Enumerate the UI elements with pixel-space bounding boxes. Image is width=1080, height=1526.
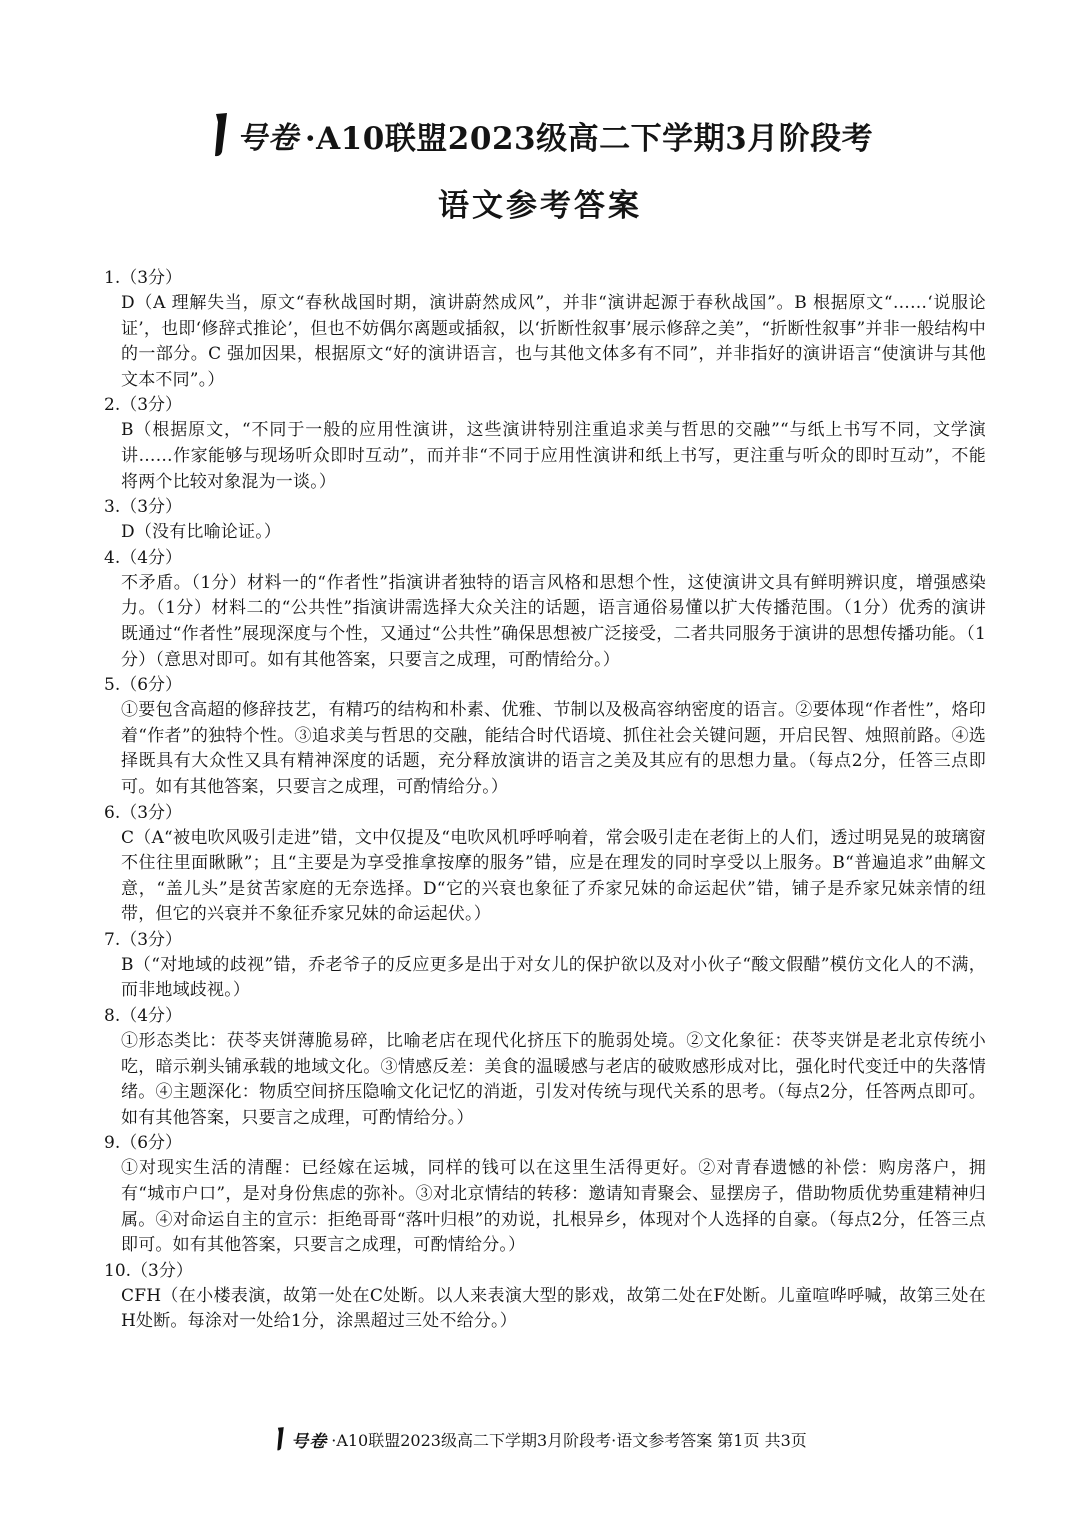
question-item xyxy=(104,393,986,495)
question-number: 5.（6分） xyxy=(104,675,183,696)
question-answer: B（根据原文，“不同于一般的应用性演讲，这些演讲特别注重追求美与哲思的交融”“与纸上书写不同，文学演讲……作家能够与现场听众即时互动”，而并非“不同于应用性演讲和纸上书写，更注重与听众的即时互动”，不能将两个比较对象混为一谈。） xyxy=(121,420,986,492)
question-number: 7.（3分） xyxy=(104,929,183,950)
page-footer xyxy=(0,1426,1080,1452)
question-number: 9.（6分） xyxy=(104,1133,183,1154)
footer-brand-name: 号卷 xyxy=(291,1431,328,1452)
answer-list xyxy=(104,266,986,1335)
footer-text: ·A10联盟2023级高二下学期3月阶段考·语文参考答案 第1页 共3页 xyxy=(331,1430,807,1450)
question-answer: ①要包含高超的修辞技艺，有精巧的结构和朴素、优雅、节制以及极高容纳密度的语言。②要体现“作者性”，烙印着“作者”的独特个性。③追求美与哲思的交融，能结合时代语境、抓住社会关键问题，开启民智、烛照前路。④选择既具有大众性又具有精神深度的话题，充分释放演讲的语言之美及其应有的思想力量。（每点2分，任答三点即可。如有其他答案，只要言之成理，可酌情给分。） xyxy=(121,700,986,797)
question-number: 1.（3分） xyxy=(104,268,183,288)
question-item xyxy=(104,1259,986,1335)
question-number: 6.（3分） xyxy=(104,802,183,823)
question-number: 4.（4分） xyxy=(104,547,183,568)
question-item xyxy=(104,1004,986,1131)
question-item xyxy=(104,495,986,546)
brush-stroke-logo-icon xyxy=(207,112,233,158)
question-answer: D（A 理解失当，原文“春秋战国时期，演讲蔚然成风”，并非“演讲起源于春秋战国”。B 根据原文“……‘说服论证’，也即‘修辞式推论’，但也不妨偶尔离题或插叙，以‘折断性叙事’展示修辞之美”，“折断性叙事”并非一般结构中的一部分。C 强加因果，根据原文“好的演讲语言，也与其他文体多有不同”，并非指好的演讲语言“使演讲与其他文本不同”。） xyxy=(121,293,986,390)
question-item xyxy=(104,546,986,673)
question-number: 2.（3分） xyxy=(104,395,183,416)
question-item xyxy=(104,1131,986,1258)
question-number: 8.（4分） xyxy=(104,1006,183,1027)
question-item xyxy=(104,266,986,393)
brush-stroke-logo-icon xyxy=(273,1426,287,1452)
question-answer: C（A“被电吹风吸引走进”错，文中仅提及“电吹风机呼呼响着，常会吸引走在老街上的人们，透过明晃晃的玻璃窗不住往里面瞅瞅”；且“主要是为享受推拿按摩的服务”错，应是在理发的同时享受以上服务。B“普遍追求”曲解文意，“盖儿头”是贫苦家庭的无奈选择。D“它的兴衰也象征了乔家兄妹的命运起伏”错，铺子是乔家兄妹亲情的纽带，但它的兴衰并不象征乔家兄妹的命运起伏。） xyxy=(121,827,986,925)
page-title: ·A10联盟2023级高二下学期3月阶段考 xyxy=(304,120,874,157)
question-item xyxy=(104,801,986,928)
question-answer: B（“对地域的歧视”错，乔老爷子的反应更多是出于对女儿的保护欲以及对小伙子“酸文假醋”模仿文化人的不满，而非地域歧视。） xyxy=(121,954,986,1001)
question-item xyxy=(104,673,986,800)
question-answer: 不矛盾。（1分）材料一的“作者性”指演讲者独特的语言风格和思想个性，这使演讲文具有鲜明辨识度，增强感染力。（1分）材料二的“公共性”指演讲需选择大众关注的话题，语言通俗易懂以扩大传播范围。（1分）优秀的演讲既通过“作者性”展现深度与个性，又通过“公共性”确保思想被广泛接受，二者共同服务于演讲的思想传播功能。（1分）（意思对即可。如有其他答案，只要言之成理，可酌情给分。） xyxy=(121,572,986,670)
question-number: 10.（3分） xyxy=(104,1260,193,1281)
question-item xyxy=(104,928,986,1004)
page-subtitle: 语文参考答案 xyxy=(438,188,642,224)
brand-name: 号卷 xyxy=(236,121,299,156)
question-answer: ①对现实生活的清醒：已经嫁在运城，同样的钱可以在这里生活得更好。②对青春遗憾的补偿：购房落户，拥有“城市户口”，是对身份焦虑的弥补。③对北京情结的转移：邀请知青聚会、显摆房子，借助物质优势重建精神归属。④对命运自主的宣示：拒绝哥哥“落叶归根”的劝说，扎根异乡，体现对个人选择的自豪。（每点2分，任答三点即可。如有其他答案，只要言之成理，可酌情给分。） xyxy=(121,1158,986,1256)
question-answer: D（没有比喻论证。） xyxy=(121,522,282,543)
question-number: 3.（3分） xyxy=(104,497,183,518)
brand xyxy=(207,112,299,158)
page-header xyxy=(0,112,1080,225)
question-answer: CFH（在小楼表演，故第一处在C处断。以人来表演大型的影戏，故第二处在F处断。儿童喧哗呼喊，故第三处在H处断。每涂对一处给1分，涂黑超过三处不给分。） xyxy=(121,1285,986,1332)
title-row xyxy=(0,112,1080,158)
question-answer: ①形态类比：茯苓夹饼薄脆易碎，比喻老店在现代化挤压下的脆弱处境。②文化象征：茯苓夹饼是老北京传统小吃，暗示剃头铺承载的地域文化。③情感反差：美食的温暖感与老店的破败感形成对比，强化时代变迁中的失落情绪。④主题深化：物质空间挤压隐喻文化记忆的消逝，引发对传统与现代关系的思考。（每点2分，任答两点即可。如有其他答案，只要言之成理，可酌情给分。） xyxy=(121,1031,986,1128)
